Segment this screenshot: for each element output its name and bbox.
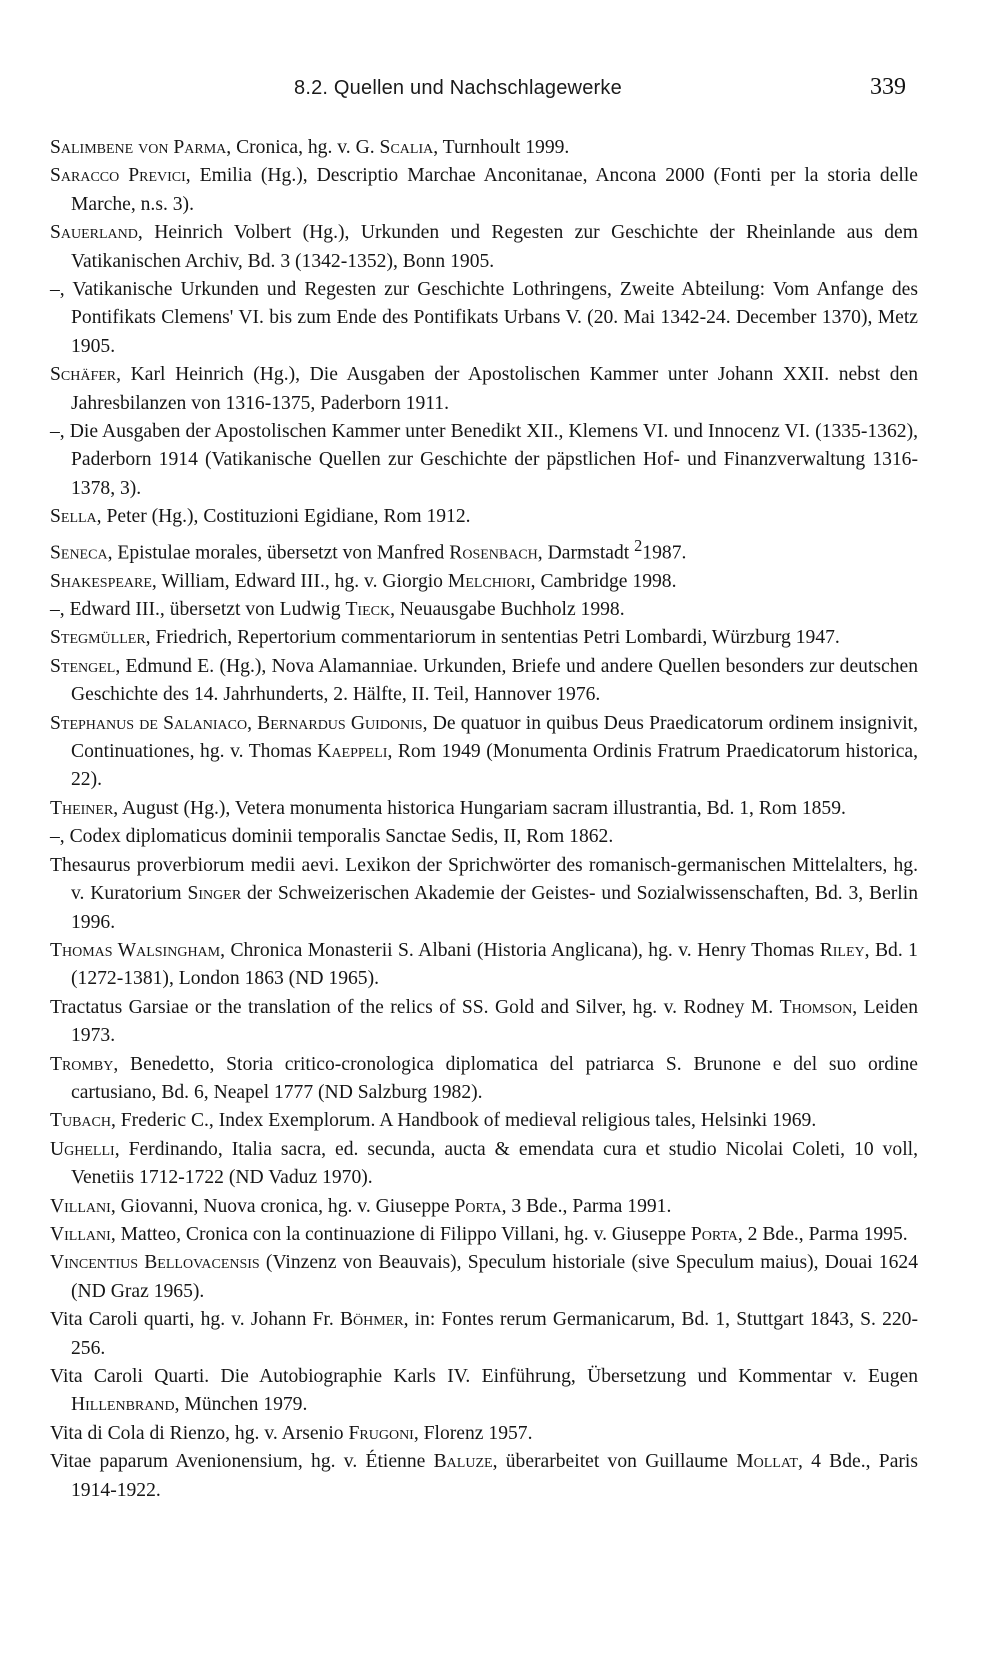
bibliography-entry [50,1306,918,1363]
author-name: Singer [187,883,242,905]
entry-text: , Epistulae morales, übersetzt von Manfred [107,542,450,564]
author-name: Frugoni [348,1422,414,1444]
entry-text: , 2 Bde., Parma 1995. [737,1223,908,1245]
entry-text: , Florenz 1957. [413,1422,533,1444]
author-name: Vincentius Bellovacensis [50,1252,260,1274]
entry-text: , überarbeitet von Guillaume [492,1451,737,1473]
bibliography-entry [50,1448,918,1505]
author-name: Schäfer [50,364,117,386]
entry-text: , in: Fontes rerum Germanicarum, Bd. 1, Stuttgart 1843, S. 220-256. [71,1309,918,1359]
author-name: Sauerland [50,222,138,244]
author-name: Tromby [50,1053,114,1075]
entry-text: –, Codex diplomaticus dominii temporalis Sanctae Sedis, II, Rom 1862. [50,826,614,848]
author-name: Sella [50,506,97,528]
entry-text: , Emilia (Hg.), Descriptio Marchae Anconitanae, Ancona 2000 (Fonti per la storia delle Marche, n.s. 3). [71,165,919,215]
author-name: Salimbene von Parma [50,137,227,158]
bibliography-entry [50,1420,918,1448]
entry-text: Vitae paparum Avenionensium, hg. v. Étienne [50,1451,434,1473]
entry-text: , Neuausgabe Buchholz 1998. [390,599,625,621]
entry-text: (Vinzenz von Beauvais), Speculum historiale (sive Speculum maius), Douai 1624 (ND Graz 1965). [71,1252,918,1302]
entry-text: , Bd. 1 (1272-1381), London 1863 (ND 1965). [71,939,918,990]
entry-text: , Chronica Monasterii S. Albani (Historia Anglicana), hg. v. Henry Thomas [220,939,820,961]
entry-text: –, Die Ausgaben der Apostolischen Kammer unter Benedikt XII., Klemens VI. und Innocenz VI. (1335-1362), Paderborn 1914 (Vatikanische Quellen zur Geschichte der päpstlichen Hof- und Finanzverwaltung 1316-1378, 3). [50,421,918,499]
entry-text: , Heinrich Volbert (Hg.), Urkunden und Regesten zur Geschichte der Rheinlande aus dem Vatikanischen Archiv, Bd. 3 (1342-1352), Bonn 1905. [71,222,918,272]
bibliography-entry [50,624,918,652]
bibliography-entry [50,795,918,823]
entry-text: Vita Caroli Quarti. Die Autobiographie Karls IV. Einführung, Übersetzung und Kommentar v. Eugen [50,1366,918,1387]
author-name: Rosenbach [449,542,538,564]
entry-text: , Benedetto, Storia critico-cronologica diplomatica del patriarca S. Brunone e del suo ordine cartusiano, Bd. 6, Neapel 1777 (ND Salzburg 1982). [71,1053,918,1103]
bibliography-entry [50,852,918,937]
author-name: Bernardus Guidonis [257,712,423,734]
running-title: 8.2. Quellen und Nachschlagewerke [294,77,622,99]
entry-text: –, Vatikanische Urkunden und Regesten zur Geschichte Lothringens, Zweite Abteilung: Vom Anfange des Pontifikats Clemens' VI. bis zum Ende des Pontifikats Urbans V. (20. Mai 1342-24. December 1370), Metz 1905. [50,279,918,357]
bibliography-entry [50,568,918,596]
entry-text: , Peter (Hg.), Costituzioni Egidiane, Rom 1912. [96,506,471,528]
bibliography-entry [50,134,918,162]
entry-text: , [247,712,258,734]
entry-text: , 3 Bde., Parma 1991. [501,1195,672,1217]
author-name: Stephanus de Salaniaco [50,712,248,734]
bibliography-entry [50,823,918,851]
entry-text: , Leiden 1973. [71,996,918,1047]
entry-text: , Ferdinando, Italia sacra, ed. secunda, aucta & emendata cura et studio Nicolai Coleti, 10 voll, Venetiis 1712-1722 (ND Vaduz 1970). [71,1138,918,1189]
author-name: Baluze [433,1451,493,1473]
bibliography-entry [50,710,918,795]
entry-text: , Frederic C., Index Exemplorum. A Handbook of medieval religious tales, Helsinki 1969. [110,1110,817,1132]
bibliography-entry [50,219,918,276]
bibliography-entry [50,937,918,994]
bibliography-entry [50,1136,918,1193]
bibliography-entry [50,503,918,531]
edition-superscript: 2 [634,535,643,555]
bibliography-entry [50,994,918,1051]
bibliography-entry [50,361,918,418]
entry-text: Thesaurus proverbiorum medii aevi. Lexikon der Sprichwörter des romanisch-germanischen Mittelalters, hg. v. Kuratorium [50,854,918,905]
bibliography-entry [50,276,918,361]
author-name: Theiner [50,797,114,819]
author-name: Thomas Walsingham [50,939,221,961]
page-header [0,74,1000,110]
page-number: 339 [870,74,906,100]
entry-text: , Cambridge 1998. [530,570,677,592]
entry-text: –, Edward III., übersetzt von Ludwig [50,599,346,621]
author-name: Tieck [345,599,391,621]
entry-text: , Cronica, hg. v. G. [226,137,380,158]
entry-text: , August (Hg.), Vetera monumenta historica Hungariam sacram illustrantia, Bd. 1, Rom 1859. [113,797,846,819]
author-name: Thomson [779,996,853,1018]
entry-text: der Schweizerischen Akademie der Geistes- und Sozialwissenschaften, Bd. 3, Berlin 1996. [71,883,918,933]
author-name: Seneca [50,542,108,564]
entry-text: , Rom 1949 (Monumenta Ordinis Fratrum Praedicatorum historica, 22). [71,741,918,791]
bibliography-entry [50,596,918,624]
author-name: Saracco Previci [50,165,186,187]
author-name: Porta [690,1223,738,1245]
entry-text: , Turnhoult 1999. [433,137,570,158]
entry-text: , Friedrich, Repertorium commentariorum in sententias Petri Lombardi, Würzburg 1947. [145,627,840,649]
author-name: Stegmüller [50,627,146,649]
author-name: Scalia [379,137,434,158]
author-name: Melchiori [447,570,531,592]
entry-text: Vita di Cola di Rienzo, hg. v. Arsenio [50,1422,349,1444]
bibliography-list [50,134,918,1505]
entry-text: , Giovanni, Nuova cronica, hg. v. Giuseppe [110,1195,455,1217]
bibliography-entry [50,1051,918,1108]
bibliography-entry [50,162,918,219]
author-name: Hillenbrand [71,1394,175,1416]
entry-text: , Karl Heinrich (Hg.), Die Ausgaben der Apostolischen Kammer unter Johann XXII. nebst den Jahresbilanzen von 1316-1375, Paderborn 1911. [71,364,918,414]
author-name: Kaeppeli [317,741,388,763]
bibliography-entry [50,653,918,710]
author-name: Shakespeare [50,570,152,592]
author-name: Villani [50,1223,111,1245]
entry-text: , De quatuor in quibus Deus Praedicatorum ordinem insignivit, Continuationes, hg. v. Thomas [71,712,918,763]
bibliography-entry [50,418,918,503]
bibliography-entry [50,1363,918,1420]
bibliography-entry [50,1221,918,1249]
author-name: Mollat [736,1451,798,1473]
entry-text: , 4 Bde., Paris 1914-1922. [71,1451,918,1501]
author-name: Ughelli [50,1138,115,1160]
entry-text: , Matteo, Cronica con la continuazione di Filippo Villani, hg. v. Giuseppe [110,1223,691,1245]
entry-text: , William, Edward III., hg. v. Giorgio [151,570,448,592]
author-name: Riley [819,939,865,961]
author-name: Stengel [50,655,116,677]
author-name: Porta [454,1195,502,1217]
entry-text: Tractatus Garsiae or the translation of the relics of SS. Gold and Silver, hg. v. Rodney M. [50,996,780,1018]
entry-text: , Edmund E. (Hg.), Nova Alamanniae. Urkunden, Briefe und andere Quellen besonders zur deutschen Geschichte des 14. Jahrhunderts, 2. Hälfte, II. Teil, Hannover 1976. [71,655,918,706]
entry-text: 1987. [642,542,687,564]
bibliography-entry [50,532,918,568]
bibliography-entry [50,1107,918,1135]
author-name: Böhmer [339,1309,404,1331]
author-name: Tubach [50,1110,111,1132]
bibliography-entry [50,1193,918,1221]
entry-text: , München 1979. [174,1394,308,1416]
author-name: Villani [50,1195,111,1217]
entry-text: , Darmstadt [537,542,635,564]
bibliography-entry [50,1249,918,1306]
entry-text: Vita Caroli quarti, hg. v. Johann Fr. [50,1309,340,1331]
